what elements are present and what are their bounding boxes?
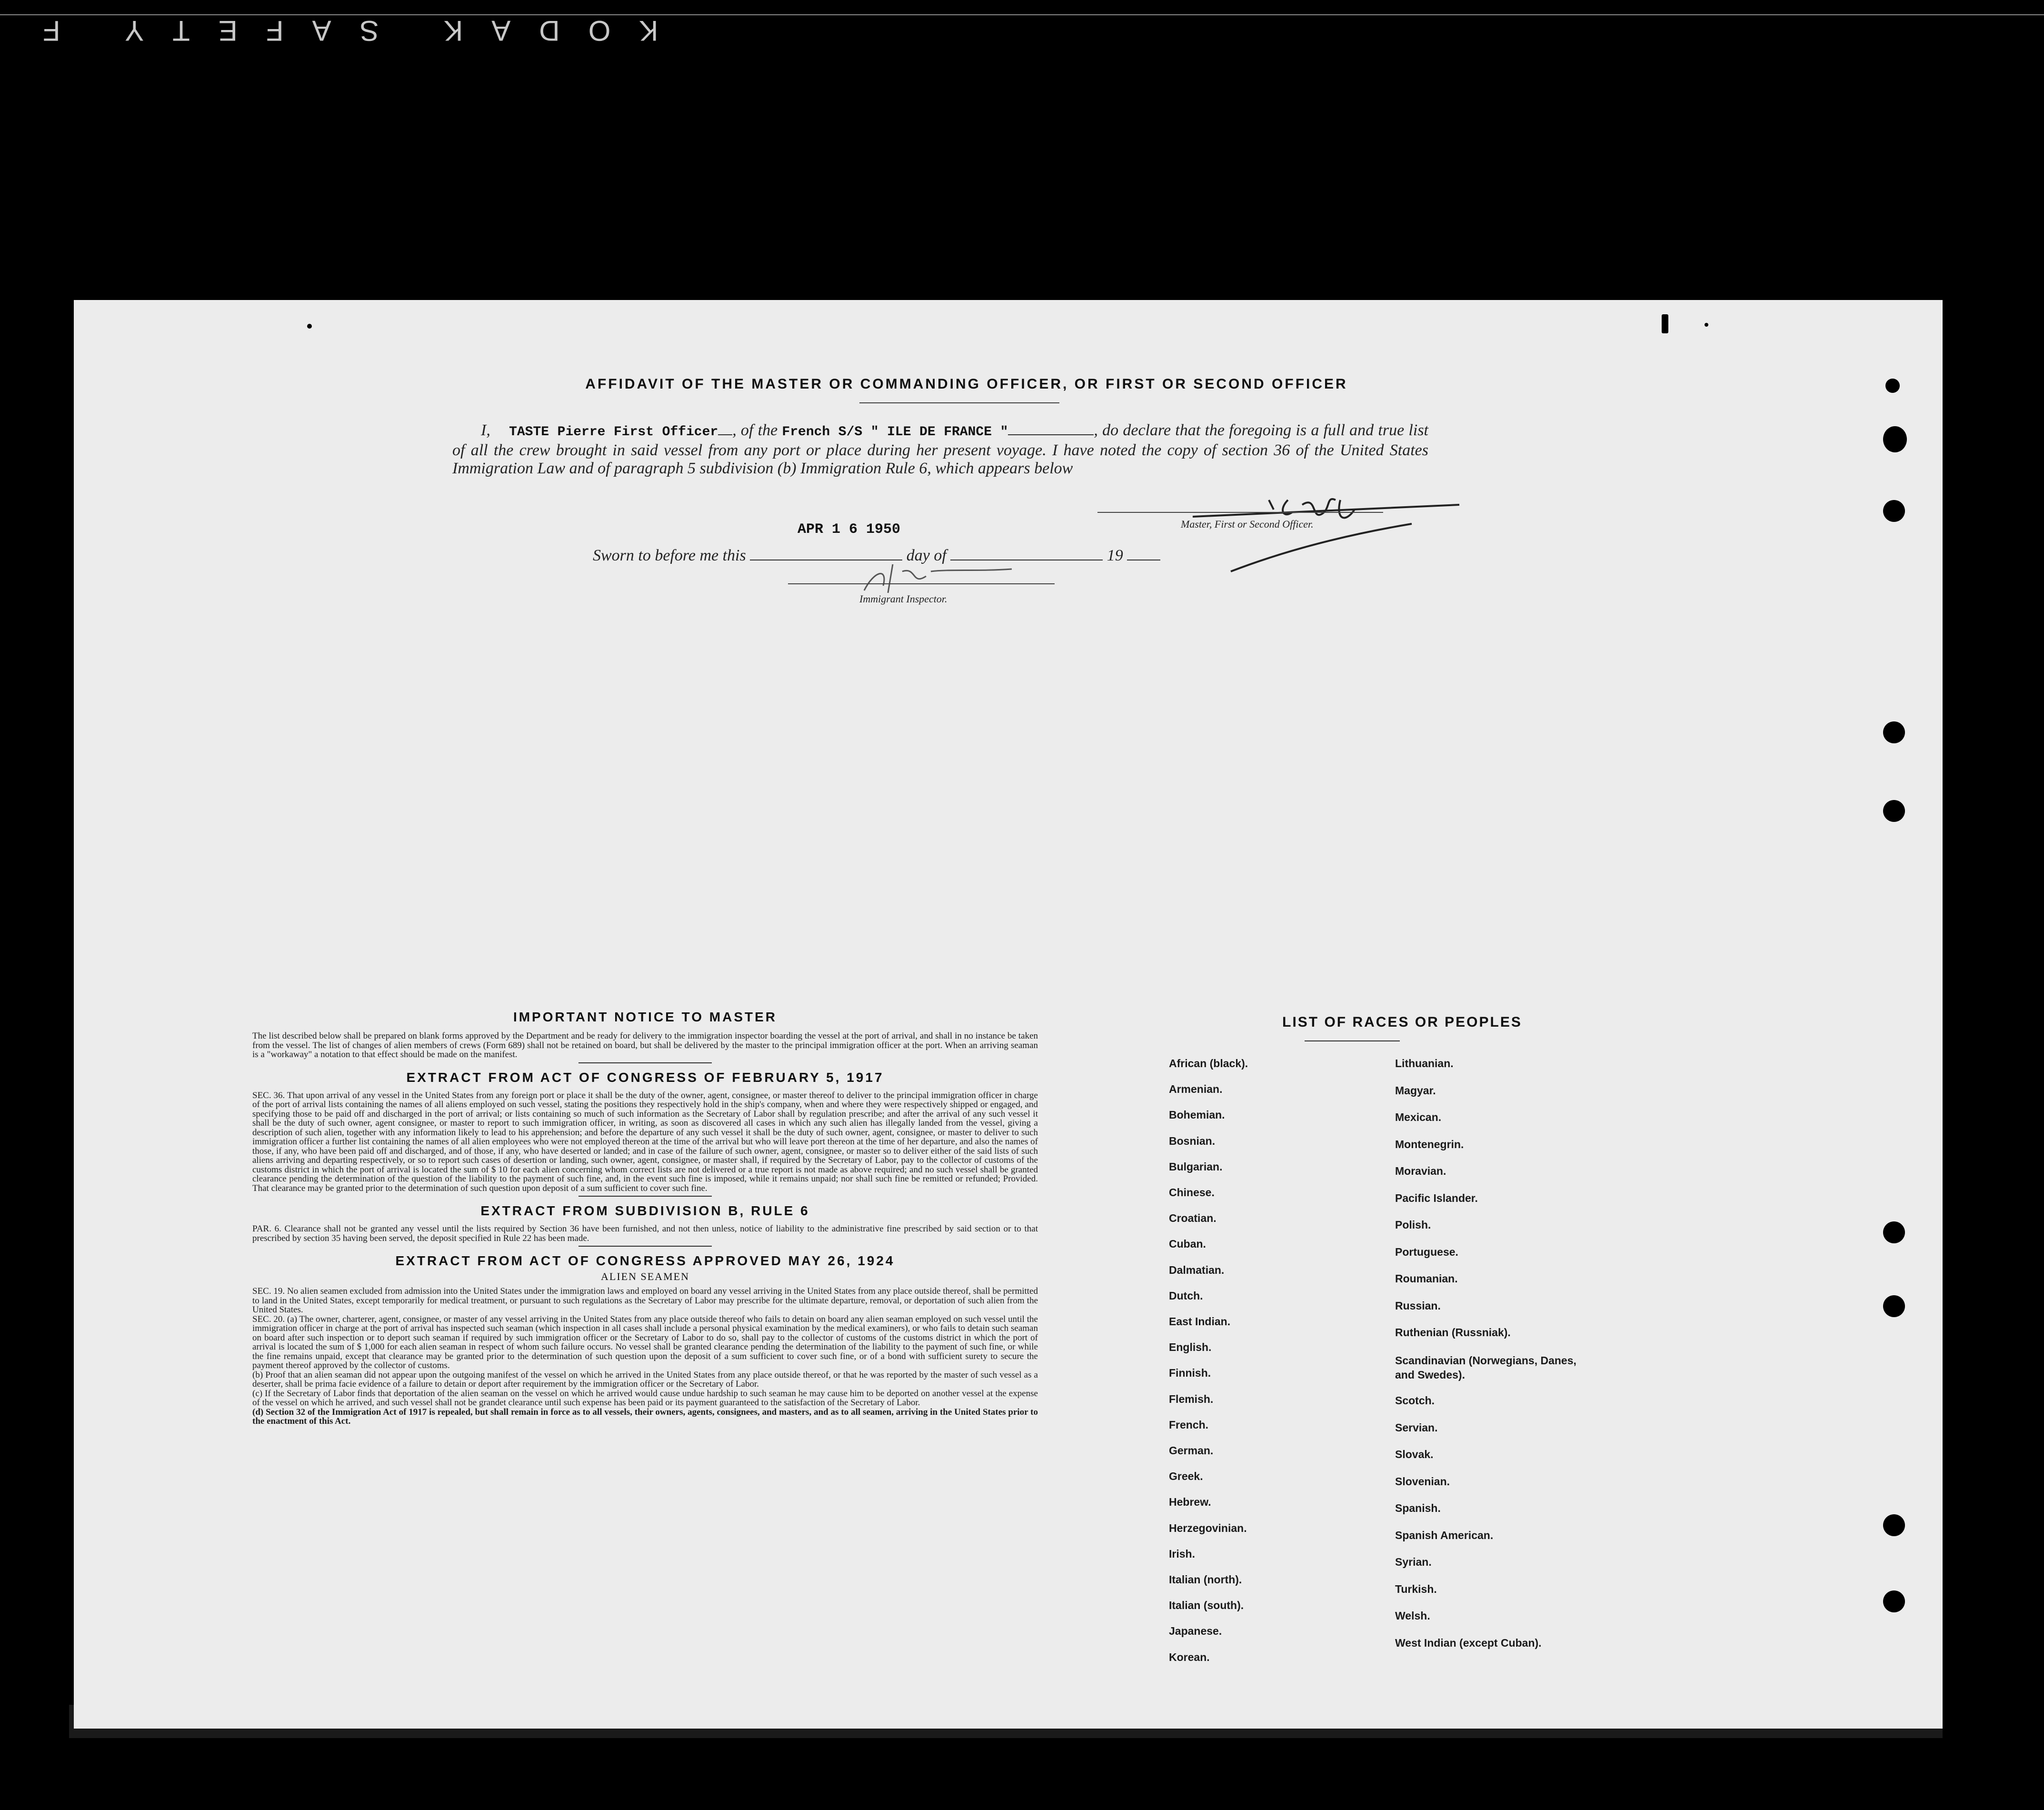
race-item: Herzegovinian. (1169, 1521, 1247, 1534)
race-item: Scandinavian (Norwegians, Danes, and Swedes). (1395, 1354, 1576, 1381)
signer-caption: Master, First or Second Officer. (1181, 518, 1314, 530)
vessel-name: French S/S " ILE DE FRANCE " (782, 425, 1008, 440)
act-1917-title: EXTRACT FROM ACT OF CONGRESS OF FEBRUARY 5, 1917 (406, 1070, 884, 1085)
race-item: Korean. (1169, 1650, 1210, 1663)
race-item: Servian. (1395, 1421, 1438, 1434)
sec-20d-text: (d) Section 32 of the Immigration Act of 1917 is repealed, but shall remain in force as to all vessels, their owners, agents, consignees, and masters, and as to all seamen, arriving in the United States prior to the enactment of this Act. (252, 1407, 1038, 1426)
race-item: German. (1169, 1444, 1214, 1457)
sec-20a-text: SEC. 20. (a) The owner, charterer, agent, consignee, or master of any vessel arriving in the United States from any place outside thereof who fails to detain on board any alien seaman employed on such vessel until the immigration officer in charge at the port of arrival has inspected such seaman (which inspection in all cases shall include a personal physical examination by the medical examiners), or who fails to detain such seaman on board after such inspection or to deport such seaman if required by such immigration officer or the Secretary of Labor to do so, shall pay to the collector of customs of the customs district in which the port of arrival is located the sum of $ 1,000 for each alien seaman in respect of whom such failure occurs. No vessel shall be granted clearance pending the determination of the liability to the payment of such fine, or while the fine remains unpaid, except that clearance may be granted prior to the determination of such question upon the deposit of a sum sufficient to cover such fine, or of a bond with sufficient surety to secure the payment thereof approved by the collector of customs. (252, 1314, 1038, 1370)
race-item: Flemish. (1169, 1392, 1214, 1405)
notice-intro: The list described below shall be prepared on blank forms approved by the Department and be ready for delivery to the immigration inspector boarding the vessel at the port of arrival, and shall in no instance be taken from the vessel. The list of changes of alien members of crews (Form 689) shall not be retained on board, but shall be delivered by the master to the principal immigration officer at the port. When an arriving seaman is a "workaway" a notation to that effect should be made on the manifest. (252, 1031, 1038, 1060)
alien-seamen-subtitle: ALIEN SEAMEN (601, 1270, 689, 1282)
act-1917-text: SEC. 36. That upon arrival of any vessel in the United States from any foreign port or place it shall be the duty of the owner, agent, consignee, or master thereof to deliver to the principal immigration officer in charge of the port of arrival lists containing the names of all aliens employed on such vessel, stating the positions they respectively hold in the ship's company, when and where they were respectively shipped or engaged, and specifying those to be paid off and discharged in the port of arrival; or lists containing so much of such information as the Secretary of Labor shall by regulation prescribe; and after the arrival of any such vessel it shall be the duty of such owner, agent consignee, or master to report to such immigration officer, in writing, as soon as discovered all cases in which any such alien has illegally landed from the vessel, giving a description of such alien, together with any information likely to lead to his apprehension; and before the departure of any such vessel it shall be the duty of such owner, agent, consignee, or master to deliver to such immigration officer a further list containing the names of all alien employees who were not employed thereon at the time of the arrival but who will leave port thereon at the time of her departure, and also the names of those, if any, who have been paid off and discharged, and of those, if any, who have deserted or landed; and in case of the failure of such owner, agent, consignee, or master so to deliver either of the said lists of such aliens arriving and departing respectively, or so to report such cases of desertion or landing, such owner, agent, consignee, or master shall, if required by the Secretary of Labor, pay to the collector of customs of the customs district in which the port of arrival is located the sum of $ 10 for each alien concerning whom correct lists are not delivered or a true report is not made as above required; and no such vessel shall be granted clearance pending the determination of the question of the liability to the payment of such fine, and, in the event such fine is imposed, while it remains unpaid; nor shall such fine be remitted or refunded; Provided. That clearance may be granted prior to the determination of such question upon deposit of a sum sufficient to cover such fine. (252, 1090, 1038, 1193)
race-item: Dalmatian. (1169, 1263, 1225, 1276)
race-item: Welsh. (1395, 1610, 1430, 1622)
inspector-caption: Immigrant Inspector. (859, 593, 947, 605)
race-item: East Indian. (1169, 1315, 1231, 1328)
day-of-text: day of (906, 547, 947, 564)
name-blank (718, 434, 732, 435)
inspector-signature-line (788, 583, 1055, 584)
affidavit-title: AFFIDAVIT OF THE MASTER OR COMMANDING OFFICER, OR FIRST OR SECOND OFFICER (585, 376, 1348, 392)
punch-hole (1883, 426, 1907, 452)
race-item: Syrian. (1395, 1556, 1432, 1568)
race-item: Dutch. (1169, 1289, 1203, 1302)
title-underline (859, 402, 1059, 403)
race-item: African (black). (1169, 1057, 1248, 1070)
punch-hole (1883, 1221, 1905, 1243)
race-item: Ruthenian (Russniak). (1395, 1326, 1511, 1339)
important-notice (252, 1010, 1038, 1426)
race-item: Polish. (1395, 1219, 1431, 1231)
race-item: Pacific Islander. (1395, 1191, 1478, 1204)
race-item: Portuguese. (1395, 1245, 1458, 1258)
officer-signature (1174, 490, 1469, 576)
race-item: Italian (north). (1169, 1573, 1242, 1586)
sec-20b-text: (b) Proof that an alien seaman did not appear upon the outgoing manifest of the vessel on which he arrived in the United States from any place outside thereof, or that he was reported by the master of such vessel as a deserter, shall be prima facie evidence of a failure to detain or deport after requirement by the immigration officer or the Secretary of Labor. (252, 1370, 1038, 1389)
races-title-rule (1305, 1040, 1400, 1041)
race-item: Irish. (1169, 1547, 1195, 1560)
affidavit-declaration: , do declare that the foregoing is a full and true list of all the crew brought in said vessel from any port or place during her present voyage. I have noted the copy of section 36 of the United States Immigration Law and of paragraph 5 subdivision (b) Immigration Rule 6, which appears below (452, 421, 1429, 477)
vessel-blank (1008, 434, 1094, 435)
race-item: Spanish American. (1395, 1529, 1494, 1541)
race-item: Bohemian. (1169, 1109, 1225, 1121)
punch-hole (1883, 1295, 1905, 1317)
act-1924-title: EXTRACT FROM ACT OF CONGRESS APPROVED MAY 26, 1924 (395, 1253, 895, 1268)
manifest-page (74, 300, 1943, 1729)
punch-hole (1883, 721, 1905, 743)
race-item: Bulgarian. (1169, 1160, 1223, 1173)
race-item: English. (1169, 1341, 1212, 1354)
sworn-text: Sworn to before me this (593, 547, 746, 564)
race-item: Moravian. (1395, 1165, 1446, 1177)
race-item: Chinese. (1169, 1186, 1215, 1199)
punch-hole (1883, 1590, 1905, 1612)
sec-19-text: SEC. 19. No alien seamen excluded from admission into the United States under the immigration laws and employed on board any vessel arriving in the United States from any place outside thereof, shall be permitted to land in the United States, except temporarily for medical treatment, or pursuant to such regulations as the Secretary of Labor may prescribe for the ultimate departure, removal, or deportation of such alien from the United States. (252, 1286, 1038, 1315)
speck (1662, 314, 1668, 333)
speck (307, 324, 312, 329)
race-item: Scotch. (1395, 1394, 1435, 1407)
sec-20c-text: (c) If the Secretary of Labor finds that deportation of the alien seaman on the vessel on which he arrived would cause undue hardship to such seaman he may cause him to be deported on another vessel at the expense of the vessel on which he arrived, and such vessel shall not be grandet clearance until such expense has been paid or its payment guaranteed to the satisfaction of the Secretary of Labor. (252, 1388, 1038, 1408)
race-item: Bosnian. (1169, 1134, 1216, 1147)
rule-6-title: EXTRACT FROM SUBDIVISION B, RULE 6 (480, 1203, 810, 1218)
date-stamp: APR 1 6 1950 (798, 521, 901, 538)
section-divider (578, 1246, 712, 1247)
race-item: Croatian. (1169, 1212, 1216, 1225)
race-item: Slovak. (1395, 1448, 1434, 1460)
affidavit-pronoun: I, (481, 421, 490, 439)
race-item: Finnish. (1169, 1367, 1211, 1380)
race-item: Hebrew. (1169, 1496, 1211, 1509)
race-item: Armenian. (1169, 1083, 1223, 1096)
race-item: Magyar. (1395, 1084, 1436, 1097)
section-divider (578, 1062, 712, 1063)
race-item: Greek. (1169, 1470, 1203, 1483)
notice-title: IMPORTANT NOTICE TO MASTER (513, 1010, 778, 1024)
race-item: Cuban. (1169, 1238, 1206, 1250)
section-divider (578, 1196, 712, 1197)
officer-signature-line (1097, 512, 1383, 513)
punch-hole (1885, 379, 1900, 393)
race-item: Italian (south). (1169, 1599, 1244, 1612)
film-edge-print: KODAK SAFETY F (14, 15, 658, 47)
punch-hole (1883, 800, 1905, 822)
race-item: French. (1169, 1418, 1209, 1431)
race-item: Spanish. (1395, 1502, 1441, 1514)
races-title: LIST OF RACES OR PEOPLES (1282, 1014, 1522, 1030)
race-item: West Indian (except Cuban). (1395, 1636, 1542, 1649)
punch-hole (1883, 500, 1905, 522)
race-item: Lithuanian. (1395, 1057, 1454, 1070)
year-prefix: 19 (1107, 547, 1123, 564)
race-item: Montenegrin. (1395, 1138, 1464, 1150)
officer-name: TASTE Pierre First Officer (509, 425, 718, 440)
race-item: Mexican. (1395, 1111, 1442, 1123)
affidavit-of-the: , of the (732, 421, 778, 439)
speck (1705, 323, 1708, 327)
race-item: Slovenian. (1395, 1475, 1450, 1488)
race-item: Turkish. (1395, 1582, 1437, 1595)
film-border-top (0, 0, 2044, 15)
rule-6-text: PAR. 6. Clearance shall not be granted any vessel until the lists required by Section 36 have been furnished, and not then unless, notice of liability to the administrative fine prescribed by said section or to that prescribed by section 35 having been served, the deposit specified in Rule 22 has been made. (252, 1224, 1038, 1243)
race-item: Japanese. (1169, 1625, 1222, 1638)
affidavit-text (452, 421, 1428, 478)
race-item: Roumanian. (1395, 1272, 1458, 1285)
punch-hole (1883, 1514, 1905, 1536)
race-item: Russian. (1395, 1299, 1441, 1312)
